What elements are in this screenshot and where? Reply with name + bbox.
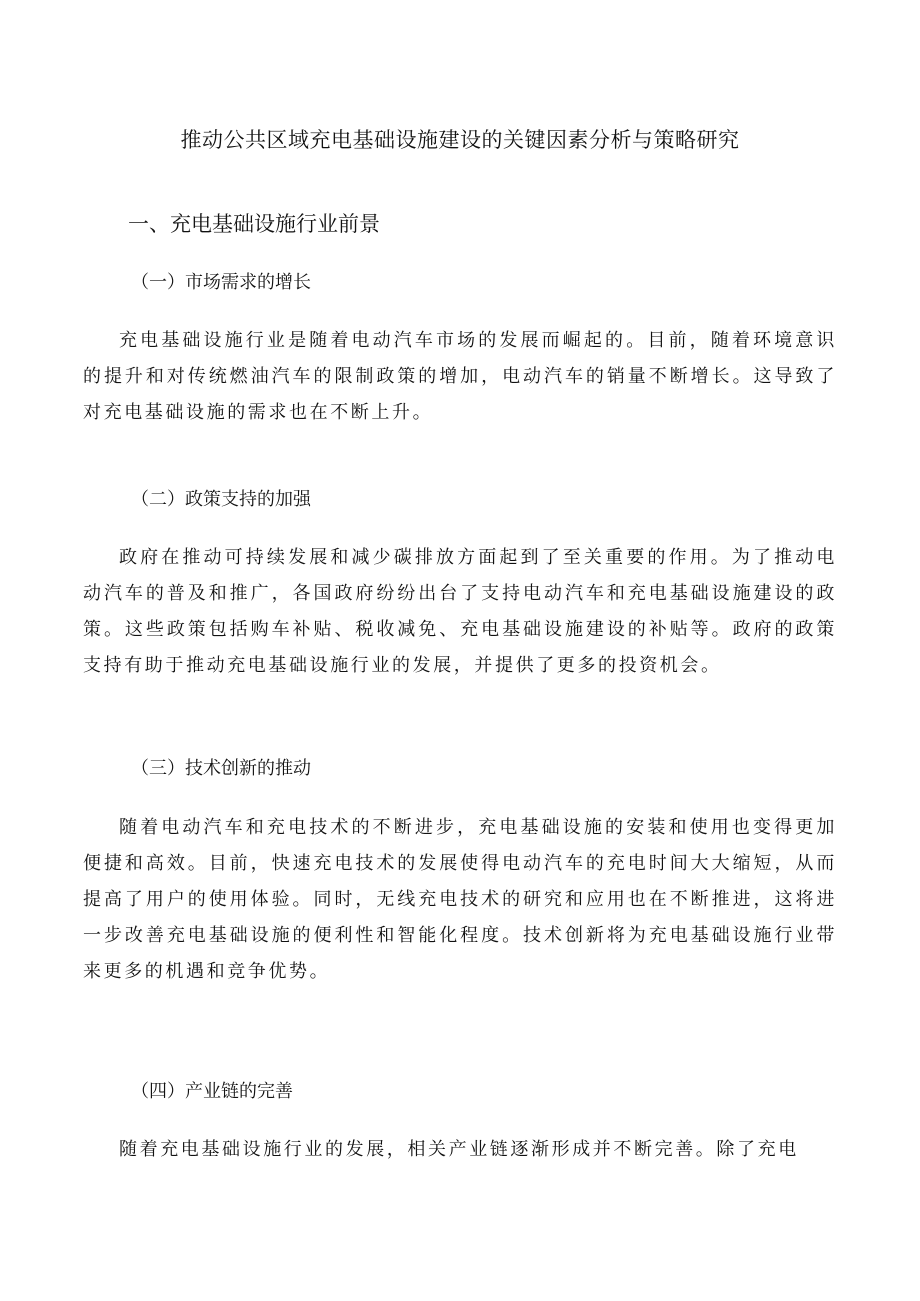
- subheading-market-demand: （一）市场需求的增长: [131, 272, 311, 293]
- subheading-tech-innovation: （三）技术创新的推动: [131, 758, 311, 779]
- section-heading-industry-outlook: 一、充电基础设施行业前景: [128, 212, 380, 236]
- paragraph-market-demand: 充电基础设施行业是随着电动汽车市场的发展而崛起的。目前，随着环境意识的提升和对传统燃油汽车的限制政策的增加，电动汽车的销量不断增长。这导致了对充电基础设施的需求也在不断上升。: [83, 330, 837, 423]
- subheading-industry-chain: （四）产业链的完善: [131, 1081, 293, 1102]
- paragraph-policy-support: 政府在推动可持续发展和减少碳排放方面起到了至关重要的作用。为了推动电动汽车的普及和推广，各国政府纷纷出台了支持电动汽车和充电基础设施建设的政策。这些政策包括购车补贴、税收减免、充电基础设施建设的补贴等。政府的政策支持有助于推动充电基础设施行业的发展，并提供了更多的投资机会。: [83, 547, 837, 676]
- paragraph-tech-innovation: 随着电动汽车和充电技术的不断进步，充电基础设施的安装和使用也变得更加便捷和高效。目前，快速充电技术的发展使得电动汽车的充电时间大大缩短，从而提高了用户的使用体验。同时，无线充电技术的研究和应用也在不断推进，这将进一步改善充电基础设施的便利性和智能化程度。技术创新将为充电基础设施行业带来更多的机遇和竞争优势。: [83, 817, 837, 982]
- subheading-policy-support: （二）政策支持的加强: [131, 489, 311, 510]
- document-title: 推动公共区域充电基础设施建设的关键因素分析与策略研究: [180, 128, 740, 152]
- paragraph-industry-chain: 随着充电基础设施行业的发展，相关产业链逐渐形成并不断完善。除了充电: [119, 1139, 799, 1160]
